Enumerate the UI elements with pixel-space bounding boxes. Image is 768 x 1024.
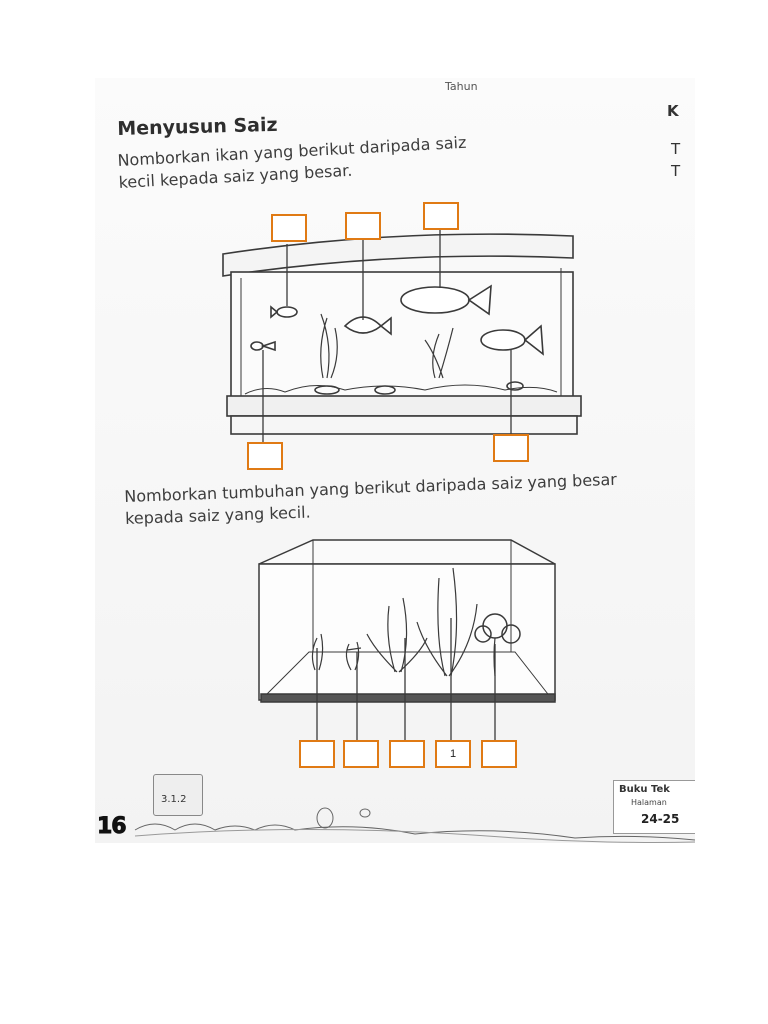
fish-answer-box-5[interactable] — [493, 434, 529, 462]
worksheet-heading: Menyusun Saiz — [117, 113, 278, 140]
plant-tank-illustration — [259, 540, 555, 702]
plant-instruction: Nomborkan tumbuhan yang berikut daripada saiz yang besar kepada saiz yang kecil. — [124, 469, 618, 528]
fish-tank-illustration — [223, 234, 581, 434]
plant-answer-box-2[interactable] — [343, 740, 379, 768]
fish-answer-box-2[interactable] — [345, 212, 381, 240]
worksheet-illustrations — [95, 78, 695, 843]
fish-answer-box-4[interactable] — [247, 442, 283, 470]
worksheet-page — [95, 78, 695, 843]
fish-answer-box-1[interactable] — [271, 214, 307, 242]
side-fragment-3: T — [671, 162, 681, 180]
textbook-reference-label: Halaman — [631, 798, 667, 807]
page-number: 16 — [97, 814, 126, 839]
skill-tag-label: 3.1.2 — [161, 794, 187, 805]
plant-answer-box-4[interactable]: 1 — [435, 740, 471, 768]
textbook-reference-title: Buku Tek — [619, 784, 670, 795]
top-page-fragment: Tahun — [445, 80, 478, 93]
plant-answer-box-5[interactable] — [481, 740, 517, 768]
footer-grass-decoration — [135, 808, 695, 843]
fish-instruction: Nomborkan ikan yang berikut daripada saiz kecil kepada saiz yang besar. — [117, 132, 467, 192]
side-fragment-1: K — [667, 102, 679, 120]
plant-answer-box-3[interactable] — [389, 740, 425, 768]
plant-answer-box-1[interactable] — [299, 740, 335, 768]
side-fragment-2: T — [671, 140, 681, 158]
fish-answer-box-3[interactable] — [423, 202, 459, 230]
textbook-reference-pages: 24-25 — [641, 812, 680, 826]
